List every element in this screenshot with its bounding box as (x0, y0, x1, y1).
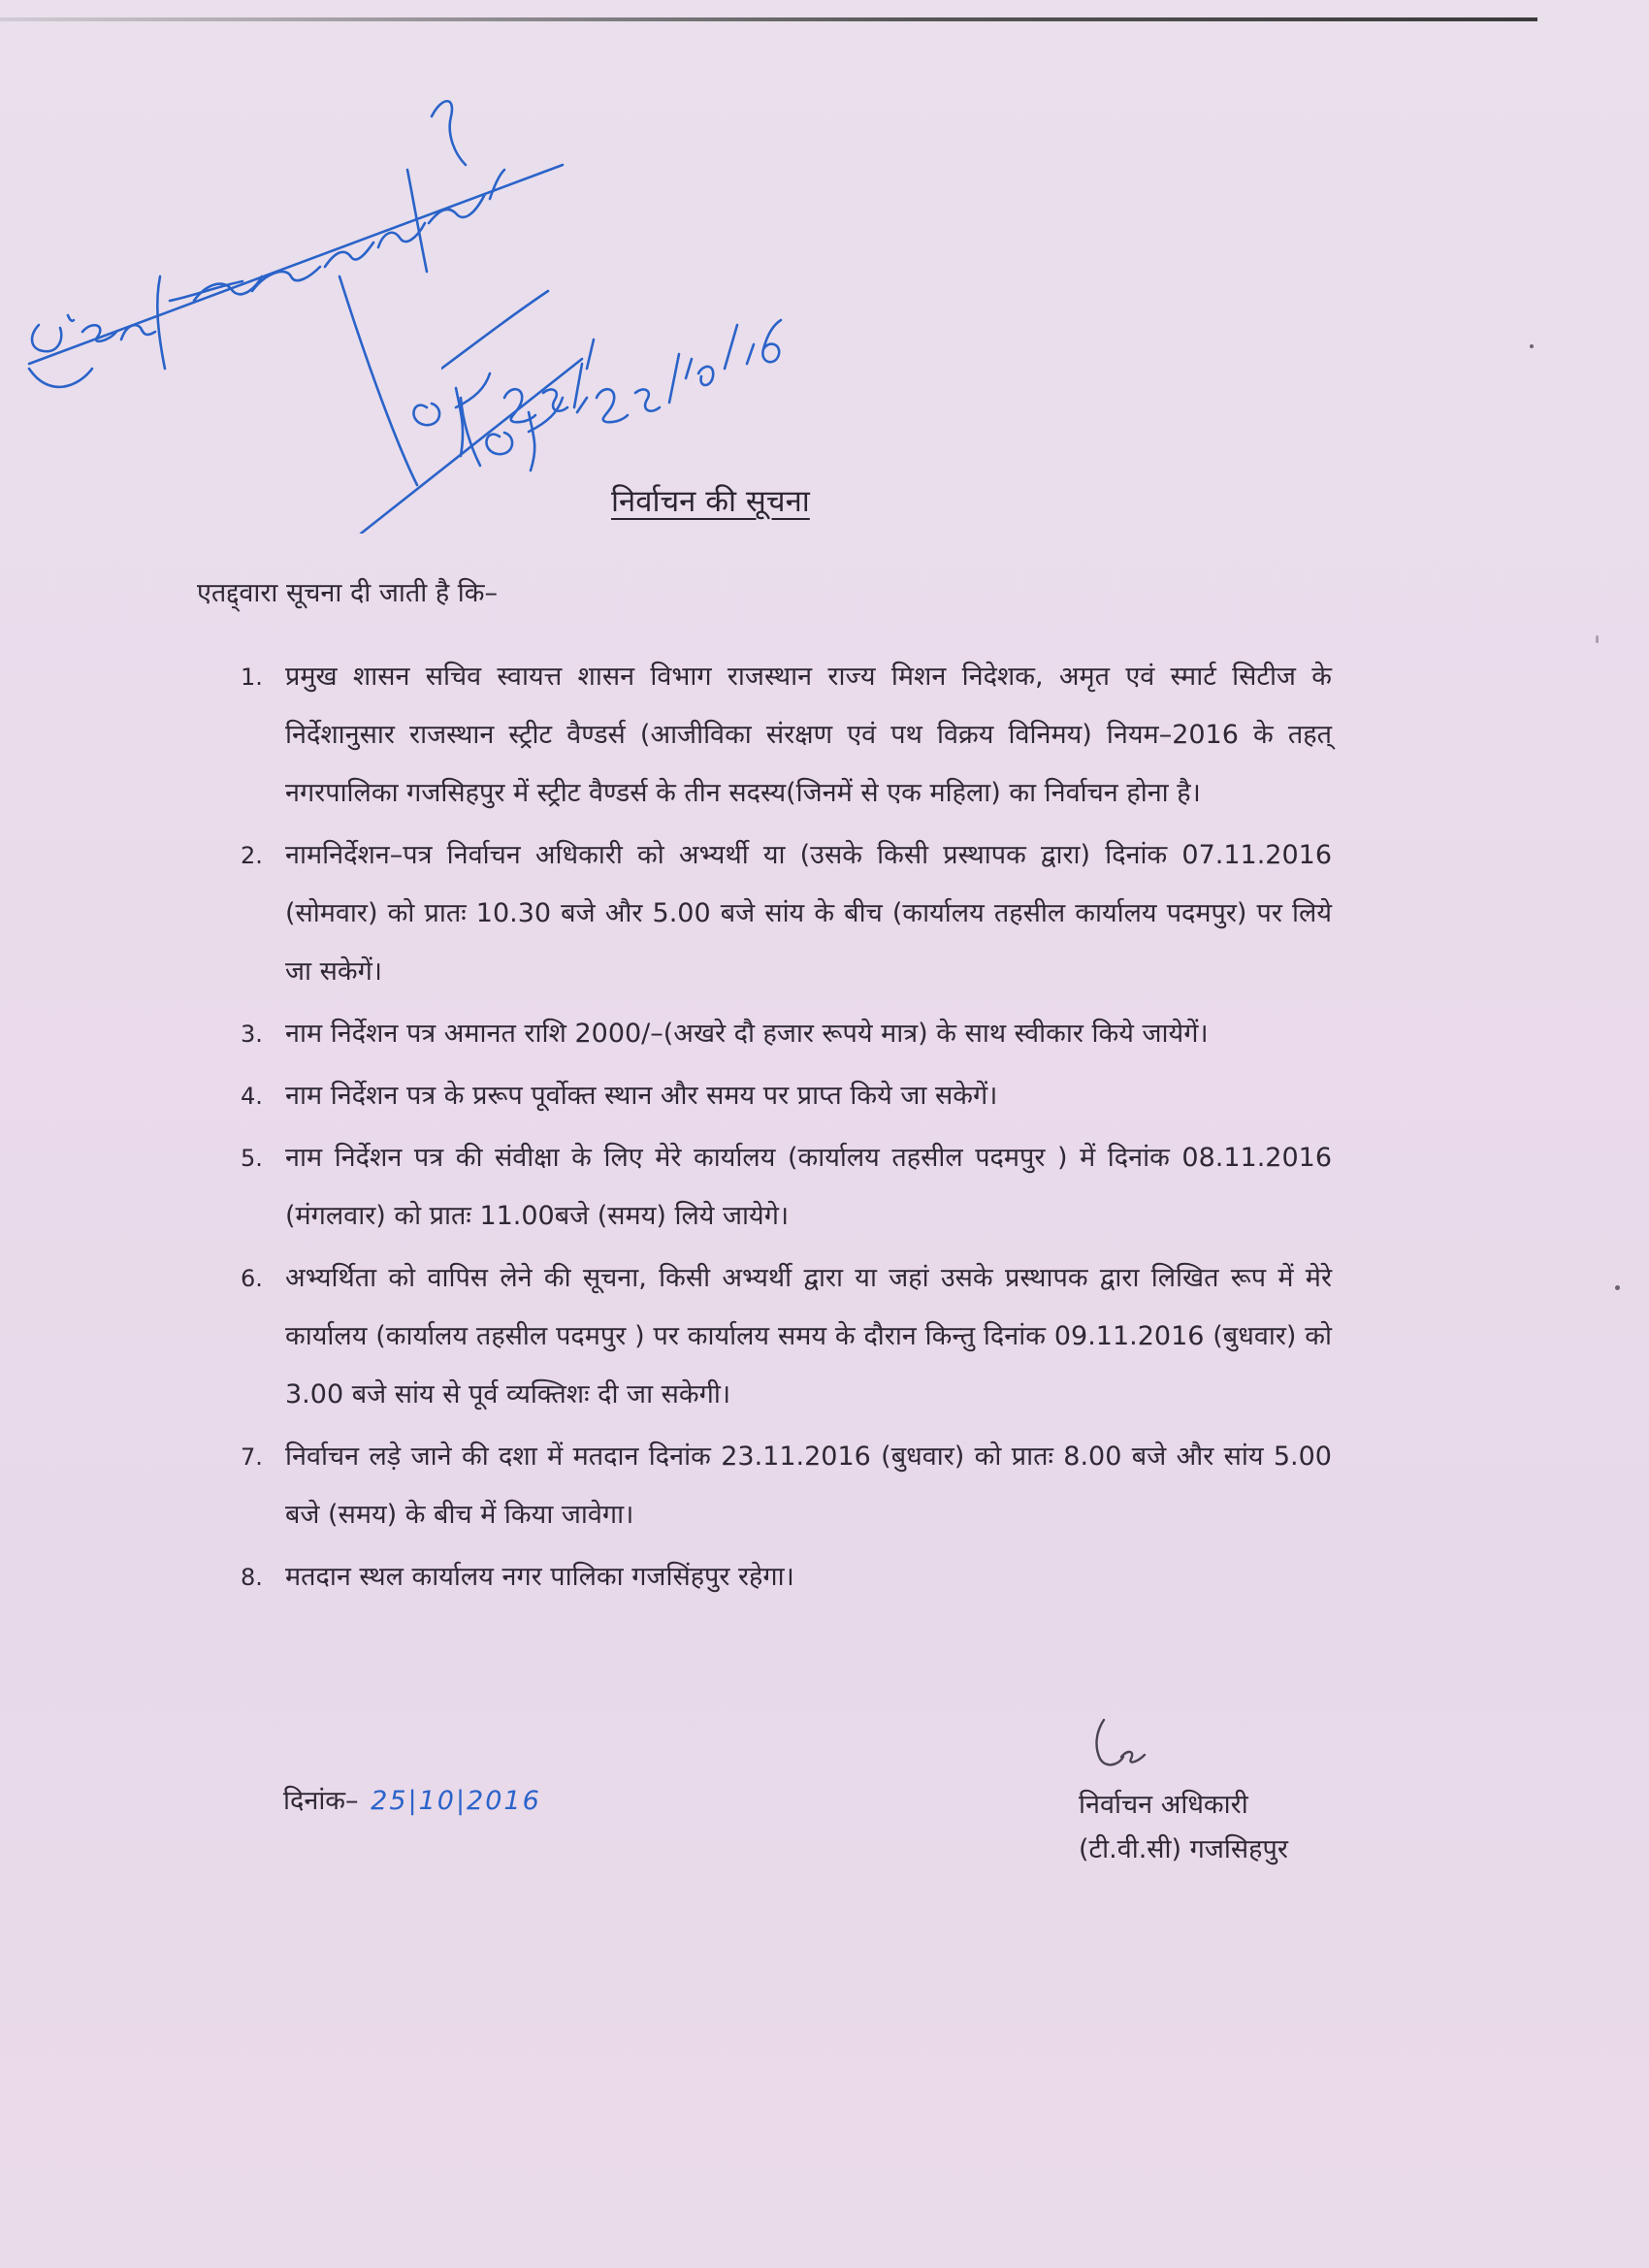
notice-items-list (241, 648, 1332, 1610)
list-item (241, 1249, 1332, 1424)
item-number: 8. (241, 1564, 263, 1591)
officer-title: निर्वाचन अधिकारी (1079, 1790, 1248, 1820)
item-number: 3. (241, 1021, 263, 1048)
item-text: नाम निर्देशन पत्र की संवीक्षा के लिए मेरे कार्यालय (कार्यालय तहसील पदमपुर ) में दिनांक 08.11.2016 (मंगलवार) को प्रातः 11.00बजे (समय) लिये जायेगे। (285, 1143, 1332, 1231)
item-text: प्रमुख शासन सचिव स्वायत्त शासन विभाग राजस्थान राज्य मिशन निदेशक, अमृत एवं स्मार्ट सिटीज के निर्देशानुसार राजस्थान स्ट्रीट वैण्डर्स (आजीविका संरक्षण एवं पथ विक्रय विनिमय) नियम–2016 के तहत् नगरपालिका गजसिहपुर में स्ट्रीट वैण्डर्स के तीन सदस्य(जिनमें से एक महिला) का निर्वाचन होना है। (285, 662, 1332, 808)
paper-speck (1530, 344, 1534, 348)
item-number: 5. (241, 1145, 263, 1172)
item-text: अभ्यर्थिता को वापिस लेने की सूचना, किसी अभ्यर्थी द्वारा या जहां उसके प्रस्थापक द्वारा लिखित रूप में मेरे कार्यालय (कार्यालय तहसील पदमपुर ) पर कार्यालय समय के दौरान किन्तु दिनांक 09.11.2016 (बुधवार) को 3.00 बजे सांय से पूर्व व्यक्तिशः दी जा सकेगी। (285, 1263, 1332, 1409)
officer-signature (1075, 1712, 1162, 1780)
item-number: 1. (241, 664, 263, 691)
list-item (241, 1005, 1332, 1063)
item-text: नाम निर्देशन पत्र के प्ररूप पूर्वोक्त स्थान और समय पर प्राप्त किये जा सकेगें। (285, 1081, 998, 1111)
notice-title: निर्वाचन की सूचना (611, 484, 810, 519)
list-item (241, 1067, 1332, 1125)
list-item (241, 1428, 1332, 1544)
item-text: नाम निर्देशन पत्र अमानत राशि 2000/–(अखरे दौ हजार रूपये मात्र) के साथ स्वीकार किये जायेगें। (285, 1019, 1209, 1049)
list-item (241, 826, 1332, 1001)
list-item (241, 1548, 1332, 1606)
handwritten-date-stamp (441, 252, 829, 485)
handwritten-date: 25|10|2016 (371, 1786, 541, 1816)
officer-block (1079, 1783, 1288, 1872)
item-number: 6. (241, 1265, 263, 1292)
officer-place: (टी.वी.सी) गजसिहपुर (1079, 1834, 1288, 1864)
list-item (241, 648, 1332, 823)
top-edge-rule (0, 17, 1537, 21)
notice-intro: एतद्द्वारा सूचना दी जाती है कि– (197, 578, 499, 608)
date-line (283, 1781, 541, 1817)
item-text: नामनिर्देशन–पत्र निर्वाचन अधिकारी को अभ्यर्थी या (उसके किसी प्रस्थापक द्वारा) दिनांक 07.11.2016 (सोमवार) को प्रातः 10.30 बजे और 5.00 बजे सांय के बीच (कार्यालय तहसील कार्यालय पदमपुर) पर लिये जा सकेगें। (285, 840, 1332, 987)
item-number: 7. (241, 1443, 263, 1471)
item-number: 4. (241, 1083, 263, 1110)
item-text: निर्वाचन लड़े जाने की दशा में मतदान दिनांक 23.11.2016 (बुधवार) को प्रातः 8.00 बजे और सांय 5.00 बजे (समय) के बीच में किया जावेगा। (285, 1442, 1332, 1530)
item-number: 2. (241, 842, 263, 869)
item-text: मतदान स्थल कार्यालय नगर पालिका गजसिंहपुर रहेगा। (285, 1562, 794, 1592)
paper-speck (1596, 635, 1599, 643)
date-label: दिनांक– (283, 1786, 359, 1816)
paper-speck (1615, 1285, 1620, 1290)
list-item (241, 1129, 1332, 1246)
